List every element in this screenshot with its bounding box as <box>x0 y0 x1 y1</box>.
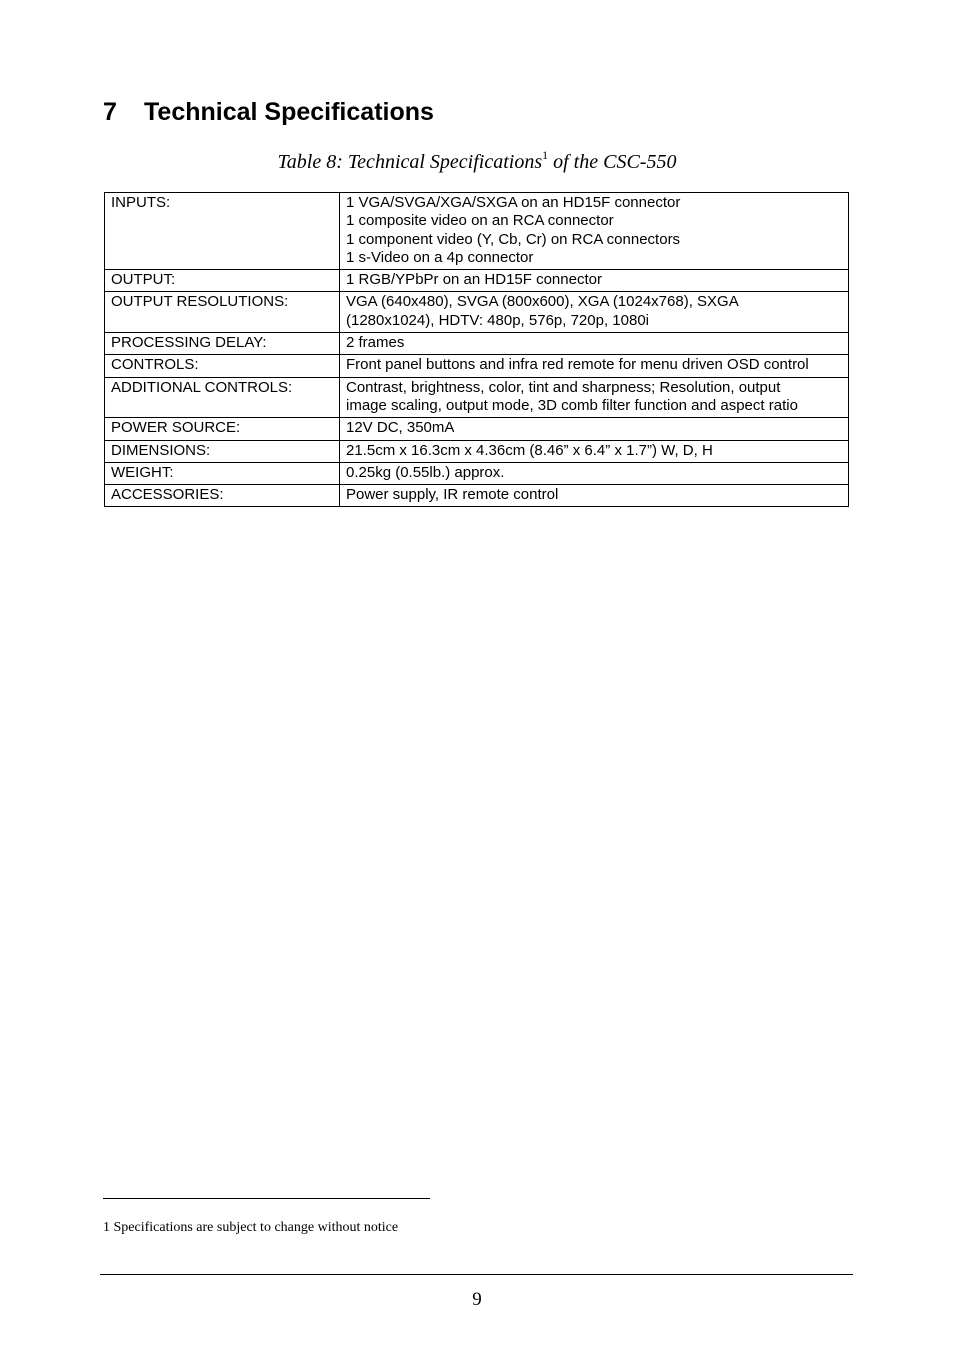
spec-value-line: 1 VGA/SVGA/XGA/SXGA on an HD15F connector <box>346 194 681 211</box>
spec-value-line: Contrast, brightness, color, tint and sharpness; Resolution, output <box>346 378 781 396</box>
spec-value-line: Power supply, IR remote control <box>346 486 559 504</box>
footnote-separator <box>103 1198 430 1199</box>
spec-label: DIMENSIONS: <box>105 440 340 462</box>
spec-label: INPUTS: <box>105 193 340 270</box>
spec-value-line: 1 component video (Y, Cb, Cr) on RCA connectors <box>346 230 681 248</box>
spec-value <box>340 270 849 292</box>
spec-value <box>340 485 849 507</box>
spec-value-line: 2 frames <box>346 334 405 352</box>
footnote-reference: 1 <box>542 148 549 162</box>
page-number: 9 <box>472 1289 482 1310</box>
spec-value-line: 0.25kg (0.55lb.) approx. <box>346 463 505 481</box>
spec-value-line: 21.5cm x 16.3cm x 4.36cm (8.46” x 6.4” x 1.7”) W, D, H <box>346 441 713 459</box>
table-row <box>105 193 849 270</box>
spec-value <box>340 462 849 484</box>
specifications-table-body <box>105 193 849 507</box>
spec-value-line: 1 RGB/YPbPr on an HD15F connector <box>346 271 602 289</box>
spec-value-line: 1 composite video on an RCA connector <box>346 212 614 230</box>
spec-value-line: 12V DC, 350mA <box>346 419 455 437</box>
table-caption <box>0 148 954 174</box>
spec-label: ACCESSORIES: <box>105 485 340 507</box>
spec-label: OUTPUT: <box>105 270 340 292</box>
spec-value-line: (1280x1024), HDTV: 480p, 576p, 720p, 1080i <box>346 311 649 329</box>
spec-value <box>340 377 849 418</box>
table-row <box>105 355 849 377</box>
specifications-table <box>104 192 849 507</box>
table-row <box>105 462 849 484</box>
spec-value-line: VGA (640x480), SVGA (800x600), XGA (1024x768), SXGA <box>346 293 739 311</box>
footnote: 1 Specifications are subject to change without notice <box>103 1220 399 1235</box>
table-row <box>105 270 849 292</box>
table-row <box>105 377 849 418</box>
spec-label: PROCESSING DELAY: <box>105 333 340 355</box>
spec-value <box>340 418 849 440</box>
spec-label: WEIGHT: <box>105 462 340 484</box>
spec-value-line: image scaling, output mode, 3D comb filter function and aspect ratio <box>346 396 798 414</box>
table-row <box>105 418 849 440</box>
section-title: Technical Specifications <box>144 98 434 126</box>
spec-value <box>340 292 849 333</box>
caption-prefix: Table 8: Technical Specifications <box>277 151 543 173</box>
table-row <box>105 333 849 355</box>
footer-divider <box>100 1274 853 1275</box>
spec-value <box>340 440 849 462</box>
spec-value <box>340 355 849 377</box>
table-row <box>105 440 849 462</box>
caption-suffix: of the CSC-550 <box>548 151 677 173</box>
table-row <box>105 485 849 507</box>
section-number: 7 <box>103 98 117 126</box>
table-row <box>105 292 849 333</box>
spec-label: ADDITIONAL CONTROLS: <box>105 377 340 418</box>
spec-label: OUTPUT RESOLUTIONS: <box>105 292 340 333</box>
spec-value <box>340 193 849 270</box>
section-heading <box>103 98 434 127</box>
spec-label: CONTROLS: <box>105 355 340 377</box>
spec-value-line: 1 s-Video on a 4p connector <box>346 248 534 266</box>
spec-value <box>340 333 849 355</box>
spec-value-line: Front panel buttons and infra red remote for menu driven OSD control <box>346 356 809 374</box>
spec-label: POWER SOURCE: <box>105 418 340 440</box>
